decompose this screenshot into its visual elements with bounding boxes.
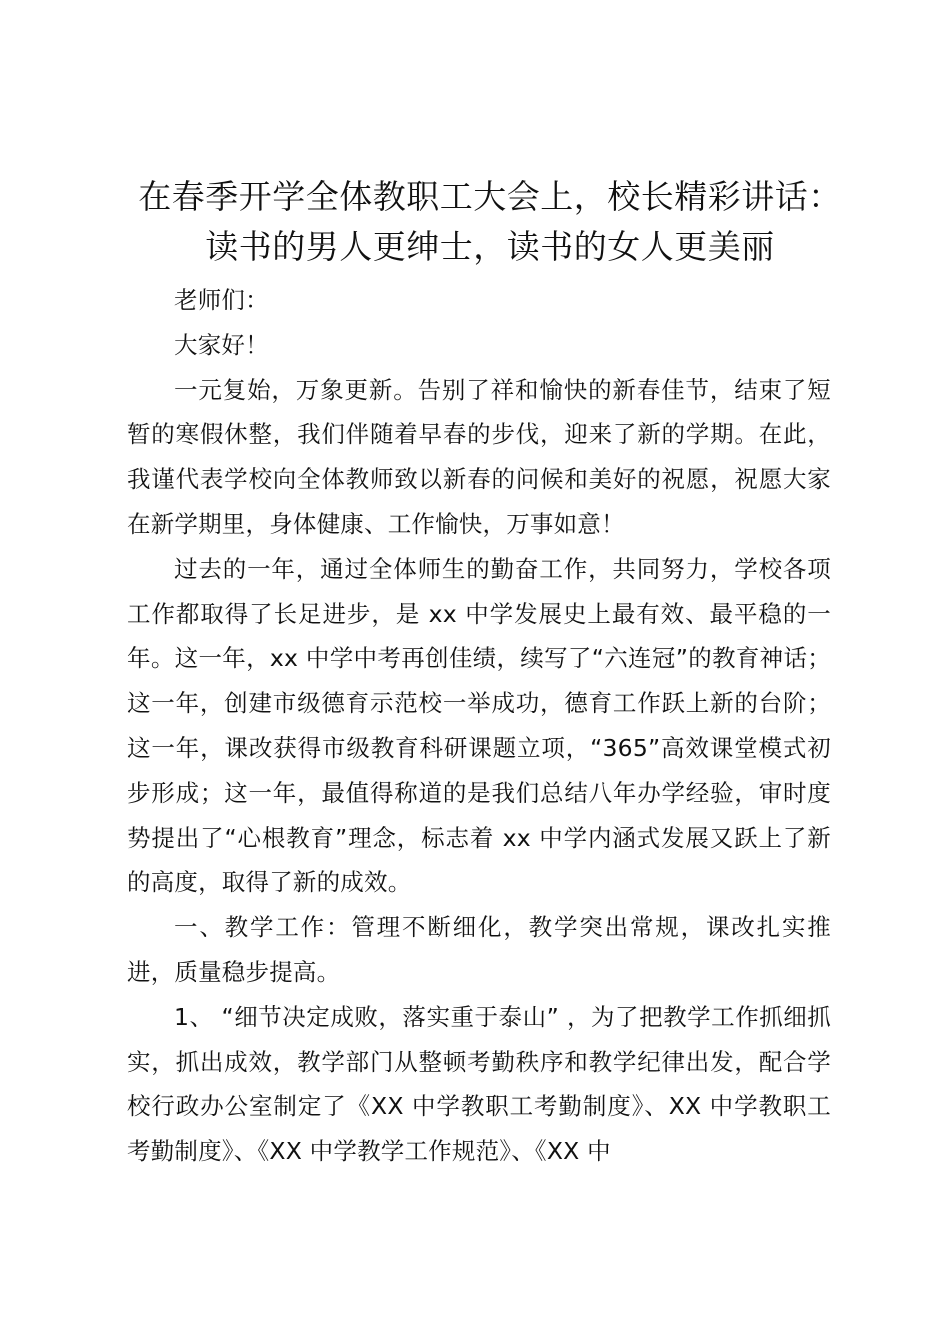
title-line-2: 读书的男人更绅士，读书的女人更美丽 xyxy=(205,227,775,266)
document-title xyxy=(120,172,860,272)
paragraph-new-year: 一元复始，万象更新。告别了祥和愉快的新春佳节，结束了短暂的寒假休整，我们伴随着早春的步伐，迎来了新的学期。在此，我谨代表学校向全体教师致以新春的问候和美好的祝愿，祝愿大家在新学期里，身体健康、工作愉快，万事如意！ xyxy=(127,375,831,538)
greeting: 大家好！ xyxy=(174,330,269,359)
document-body xyxy=(127,278,831,1174)
section-heading-teaching: 一、教学工作：管理不断细化，教学突出常规，课改扎实推进，质量稳步提高。 xyxy=(127,913,831,986)
paragraph-review: 过去的一年，通过全体师生的勤奋工作，共同努力，学校各项工作都取得了长足进步，是 xx 中学发展史上最有效、最平稳的一年。这一年，xx 中学中考再创佳绩，续写了“六连冠”的教育神话；这一年，创建市级德育示范校一举成功，德育工作跃上新的台阶；这一年，课改获得市级教育科研课题立项，“365”高效课堂模式初步形成；这一年，最值得称道的是我们总结八年办学经验，审时度势提出了“心根教育”理念，标志着 xx 中学内涵式发展又跃上了新的高度，取得了新的成效。 xyxy=(127,554,831,897)
salutation: 老师们： xyxy=(174,286,269,314)
title-line-1: 在春季开学全体教职工大会上，校长精彩讲话： xyxy=(138,177,842,216)
paragraph-item-1: 1、 “细节决定成败，落实重于泰山” ，为了把教学工作抓细抓实，抓出成效，教学部门从整顿考勤秩序和教学纪律出发，配合学校行政办公室制定了《XX 中学教职工考勤制度》、XX 中学教职工考勤制度》、《XX 中学教学工作规范》、《XX 中 xyxy=(127,1002,831,1166)
